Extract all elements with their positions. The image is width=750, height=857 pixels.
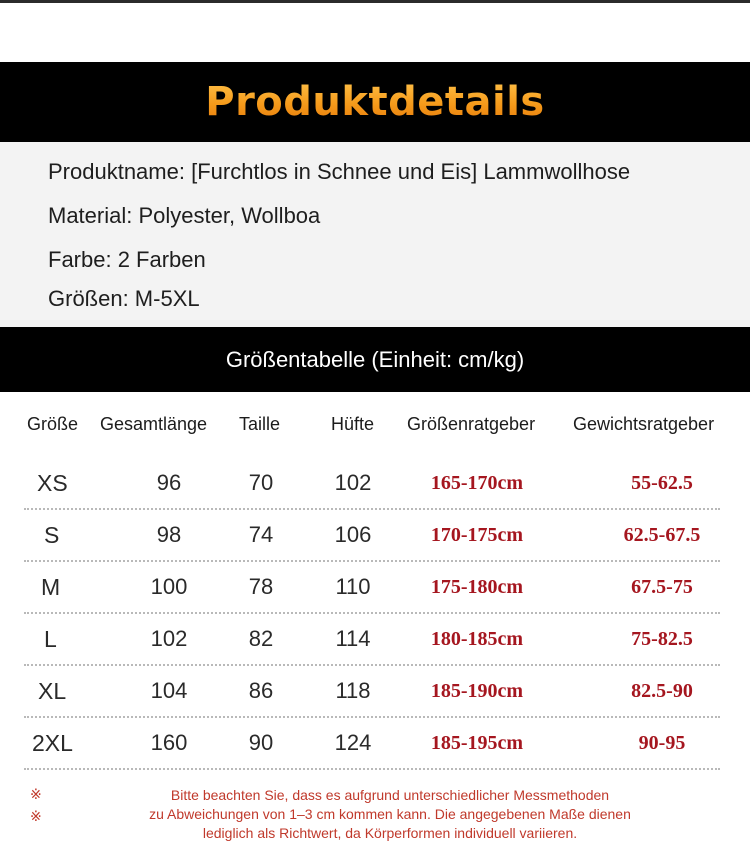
cell-waist: 90 bbox=[248, 730, 274, 755]
row-divider bbox=[24, 768, 720, 770]
cell-size: L bbox=[44, 626, 57, 652]
cell-length: 98 bbox=[156, 522, 182, 547]
product-name: Produktname: [Furchtlos in Schnee und Eis] Lammwollhose bbox=[48, 159, 631, 184]
note-line: Bitte beachten Sie, dass es aufgrund unterschiedlicher Messmethoden bbox=[170, 787, 610, 803]
cell-waist: 70 bbox=[248, 470, 274, 495]
cell-hip: 118 bbox=[335, 678, 371, 703]
cell-weight-guide: 82.5-90 bbox=[631, 680, 693, 702]
cell-length: 160 bbox=[150, 730, 188, 755]
table-row bbox=[24, 666, 720, 718]
top-divider bbox=[0, 0, 750, 3]
cell-height-guide: 185-195cm bbox=[430, 732, 524, 754]
cell-height-guide: 180-185cm bbox=[430, 628, 524, 650]
table-row bbox=[24, 458, 720, 510]
cell-waist: 82 bbox=[248, 626, 274, 651]
reference-mark-icon: ※ bbox=[30, 786, 42, 802]
cell-size: M bbox=[41, 574, 61, 600]
cell-waist: 74 bbox=[248, 522, 274, 547]
table-row bbox=[24, 614, 720, 666]
cell-weight-guide: 67.5-75 bbox=[631, 576, 693, 598]
cell-size: 2XL bbox=[32, 730, 73, 756]
header-waist: Taille bbox=[239, 414, 281, 434]
size-chart-banner bbox=[0, 327, 750, 392]
table-row bbox=[24, 510, 720, 562]
cell-waist: 78 bbox=[248, 574, 274, 599]
product-color: Farbe: 2 Farben bbox=[48, 247, 206, 272]
size-table bbox=[0, 392, 750, 782]
cell-size: S bbox=[44, 522, 60, 548]
product-material: Material: Polyester, Wollboa bbox=[48, 203, 321, 228]
reference-mark-icon: ※ bbox=[30, 808, 42, 824]
table-row bbox=[24, 718, 720, 770]
cell-hip: 114 bbox=[335, 626, 371, 651]
header-weight-guide: Gewichtsratgeber bbox=[573, 414, 715, 434]
note-line: lediglich als Richtwert, da Körperformen individuell variieren. bbox=[202, 825, 578, 841]
cell-height-guide: 165-170cm bbox=[430, 472, 524, 494]
cell-weight-guide: 62.5-67.5 bbox=[623, 524, 701, 546]
cell-hip: 106 bbox=[334, 522, 372, 547]
cell-waist: 86 bbox=[248, 678, 274, 703]
cell-length: 100 bbox=[150, 574, 188, 599]
product-info bbox=[0, 142, 750, 327]
cell-weight-guide: 90-95 bbox=[638, 732, 686, 754]
measurement-note bbox=[0, 784, 750, 857]
cell-hip: 124 bbox=[334, 730, 372, 755]
header-height-guide: Größenratgeber bbox=[407, 414, 536, 434]
cell-weight-guide: 75-82.5 bbox=[631, 628, 693, 650]
header-size: Größe bbox=[27, 414, 79, 434]
cell-hip: 102 bbox=[334, 470, 372, 495]
note-line: zu Abweichungen von 1–3 cm kommen kann. Die angegebenen Maße dienen bbox=[149, 806, 631, 822]
table-row bbox=[24, 562, 720, 614]
size-chart-title: Größentabelle (Einheit: cm/kg) bbox=[225, 346, 525, 372]
cell-size: XL bbox=[38, 678, 67, 704]
header-length: Gesamtlänge bbox=[100, 414, 208, 434]
cell-length: 96 bbox=[156, 470, 182, 495]
header-hip: Hüfte bbox=[331, 414, 375, 434]
product-details-banner bbox=[0, 62, 750, 142]
product-sizes: Größen: M-5XL bbox=[48, 286, 200, 311]
cell-hip: 110 bbox=[335, 574, 371, 599]
cell-height-guide: 170-175cm bbox=[430, 524, 524, 546]
cell-height-guide: 185-190cm bbox=[430, 680, 524, 702]
cell-length: 104 bbox=[150, 678, 188, 703]
cell-length: 102 bbox=[150, 626, 188, 651]
cell-weight-guide: 55-62.5 bbox=[631, 472, 693, 494]
cell-height-guide: 175-180cm bbox=[430, 576, 524, 598]
page-title: Produktdetails bbox=[205, 79, 545, 125]
cell-size: XS bbox=[37, 470, 68, 496]
